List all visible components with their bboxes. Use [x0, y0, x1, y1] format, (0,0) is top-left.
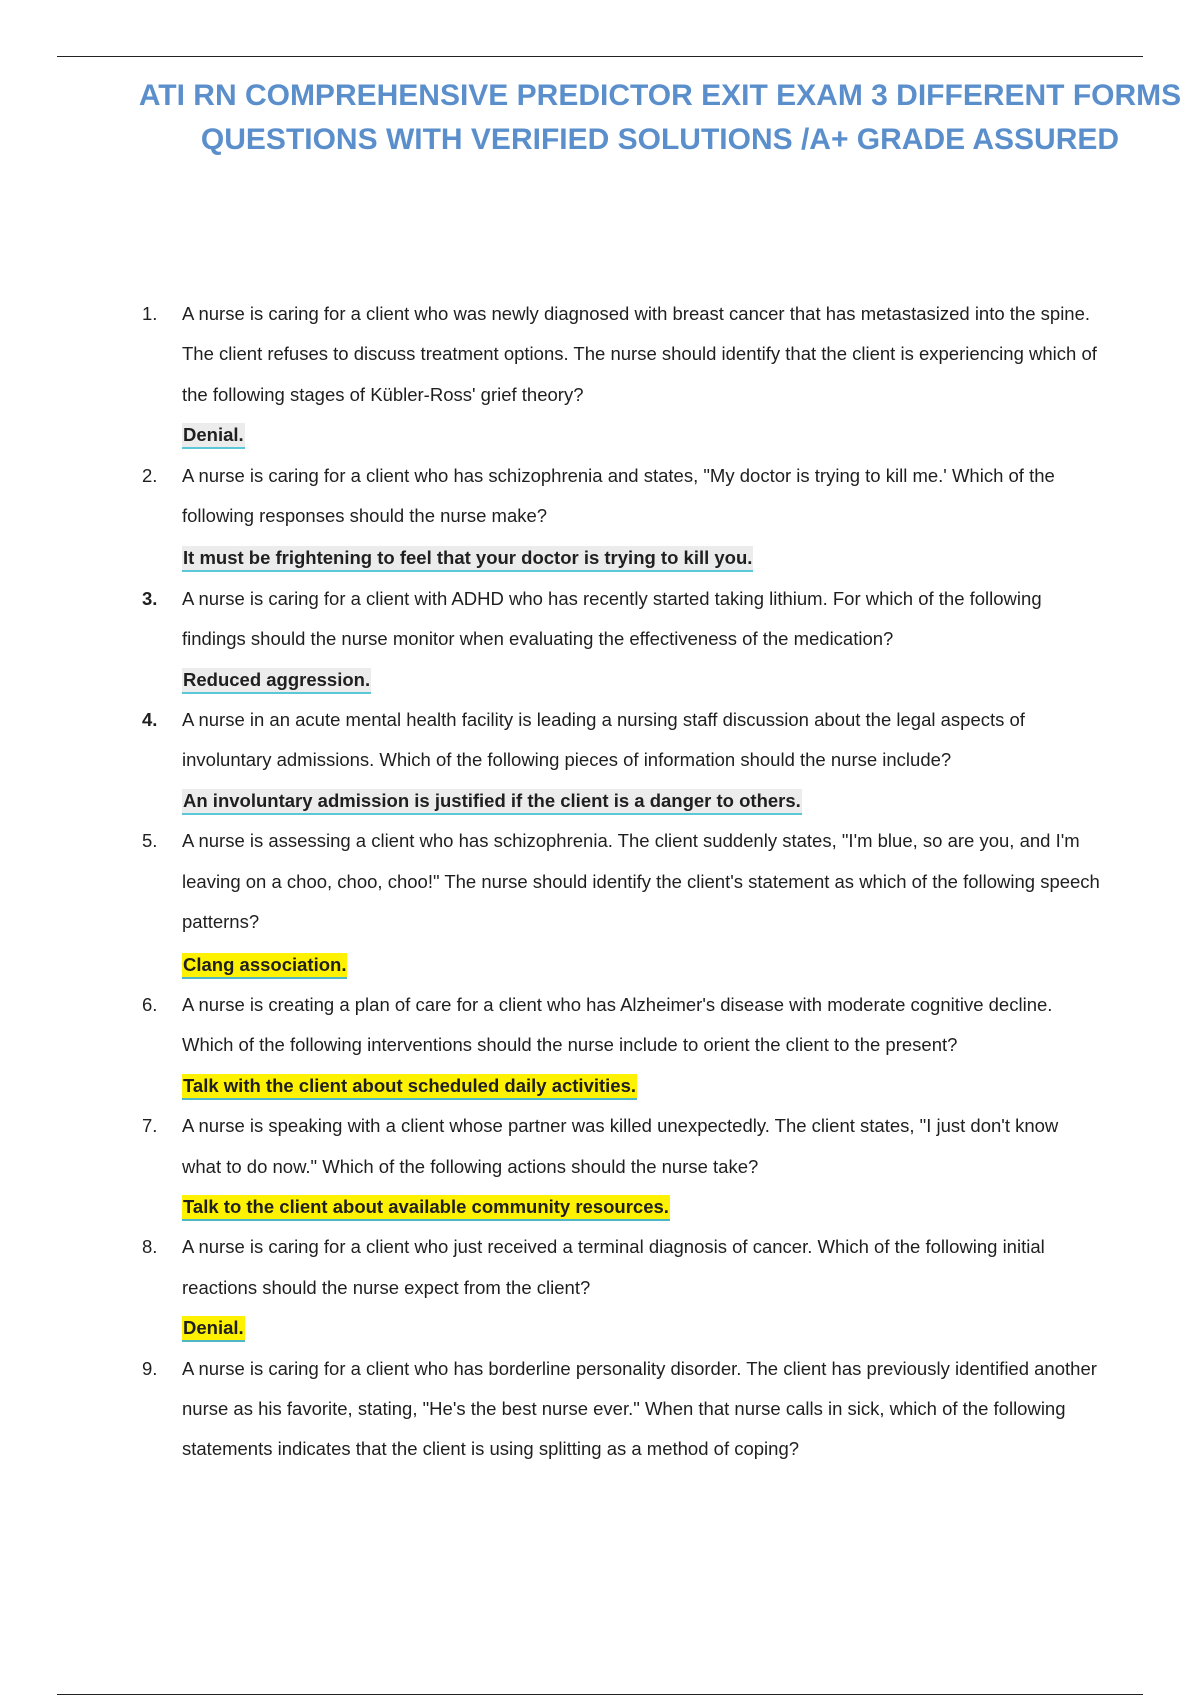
- question-number: 6.: [142, 993, 158, 1015]
- answer: [182, 1066, 1102, 1106]
- question-text: A nurse is caring for a client who has schizophrenia and states, "My doctor is trying to kill me.' Which of the following responses should the nurse make?: [182, 464, 1055, 527]
- answer-text: Denial.: [182, 1316, 245, 1342]
- question-text: A nurse is creating a plan of care for a client who has Alzheimer's disease with moderate cognitive decline. Which of the following interventions should the nurse include to orient the client to the present?: [182, 993, 1053, 1056]
- question-text: A nurse is assessing a client who has schizophrenia. The client suddenly states, "I'm blue, so are you, and I'm leaving on a choo, choo, choo!" The nurse should identify the client's statement as which of the following speech patterns?: [182, 830, 1100, 933]
- question-text: A nurse is caring for a client who was newly diagnosed with breast cancer that has metastasized into the spine. The client refuses to discuss treatment options. The nurse should identify that the client is experiencing which of the following stages of Kübler-Ross' grief theory?: [182, 303, 1097, 405]
- question-item: [142, 1227, 1102, 1348]
- title-line-2: QUESTIONS WITH VERIFIED SOLUTIONS /A+ GRADE ASSURED: [200, 123, 1120, 156]
- question-item: [142, 985, 1102, 1106]
- answer: [182, 781, 1102, 821]
- answer-text: Talk with the client about scheduled daily activities.: [182, 1074, 637, 1100]
- answer-text: An involuntary admission is justified if the client is a danger to others.: [182, 789, 802, 815]
- question-number: 4.: [142, 709, 158, 731]
- answer: [182, 1308, 1102, 1348]
- question-text: A nurse is caring for a client who just received a terminal diagnosis of cancer. Which of the following initial reactions should the nurse expect from the client?: [182, 1236, 1045, 1298]
- question-number: 5.: [142, 830, 158, 852]
- top-rule: [57, 56, 1143, 57]
- question-item: [142, 294, 1102, 456]
- answer: [182, 660, 1102, 700]
- question-item: [142, 579, 1102, 700]
- answer-text: Denial.: [182, 423, 245, 449]
- question-list: [142, 294, 1102, 1470]
- question-text: A nurse is caring for a client who has borderline personality disorder. The client has previously identified another nurse as his favorite, stating, "He's the best nurse ever." When that nurse calls in sick, which of the following statements indicates that the client is using splitting as a method of coping?: [182, 1357, 1097, 1460]
- question-number: 3.: [142, 587, 158, 609]
- answer-text: Reduced aggression.: [182, 668, 371, 694]
- question-number: 8.: [142, 1236, 158, 1258]
- answer: [182, 538, 1102, 578]
- bottom-rule: [57, 1694, 1143, 1695]
- question-text: A nurse in an acute mental health facility is leading a nursing staff discussion about the legal aspects of involuntary admissions. Which of the following pieces of information should the nurse include?: [182, 709, 1025, 771]
- question-item: [142, 700, 1102, 821]
- answer-text: Talk to the client about available community resources.: [182, 1195, 670, 1221]
- answer: [182, 1187, 1102, 1227]
- question-number: 7.: [142, 1115, 158, 1137]
- question-item: [142, 1349, 1102, 1470]
- question-item: [142, 821, 1102, 985]
- question-text: A nurse is caring for a client with ADHD who has recently started taking lithium. For which of the following findings should the nurse monitor when evaluating the effectiveness of the medication?: [182, 587, 1042, 650]
- answer: [182, 415, 1102, 455]
- question-text: A nurse is speaking with a client whose partner was killed unexpectedly. The client states, "I just don't know what to do now." Which of the following actions should the nurse take?: [182, 1115, 1059, 1177]
- answer: [182, 945, 1102, 985]
- question-number: 2.: [142, 464, 158, 486]
- answer-text: It must be frightening to feel that your doctor is trying to kill you.: [182, 546, 753, 572]
- title-line-1: ATI RN COMPREHENSIVE PREDICTOR EXIT EXAM 3 DIFFERENT FORMS: [138, 79, 1182, 112]
- document-title: [120, 74, 1200, 162]
- question-item: [142, 456, 1102, 579]
- question-number: 1.: [142, 303, 158, 324]
- question-item: [142, 1106, 1102, 1227]
- answer-text: Clang association.: [182, 953, 347, 979]
- question-number: 9.: [142, 1357, 158, 1379]
